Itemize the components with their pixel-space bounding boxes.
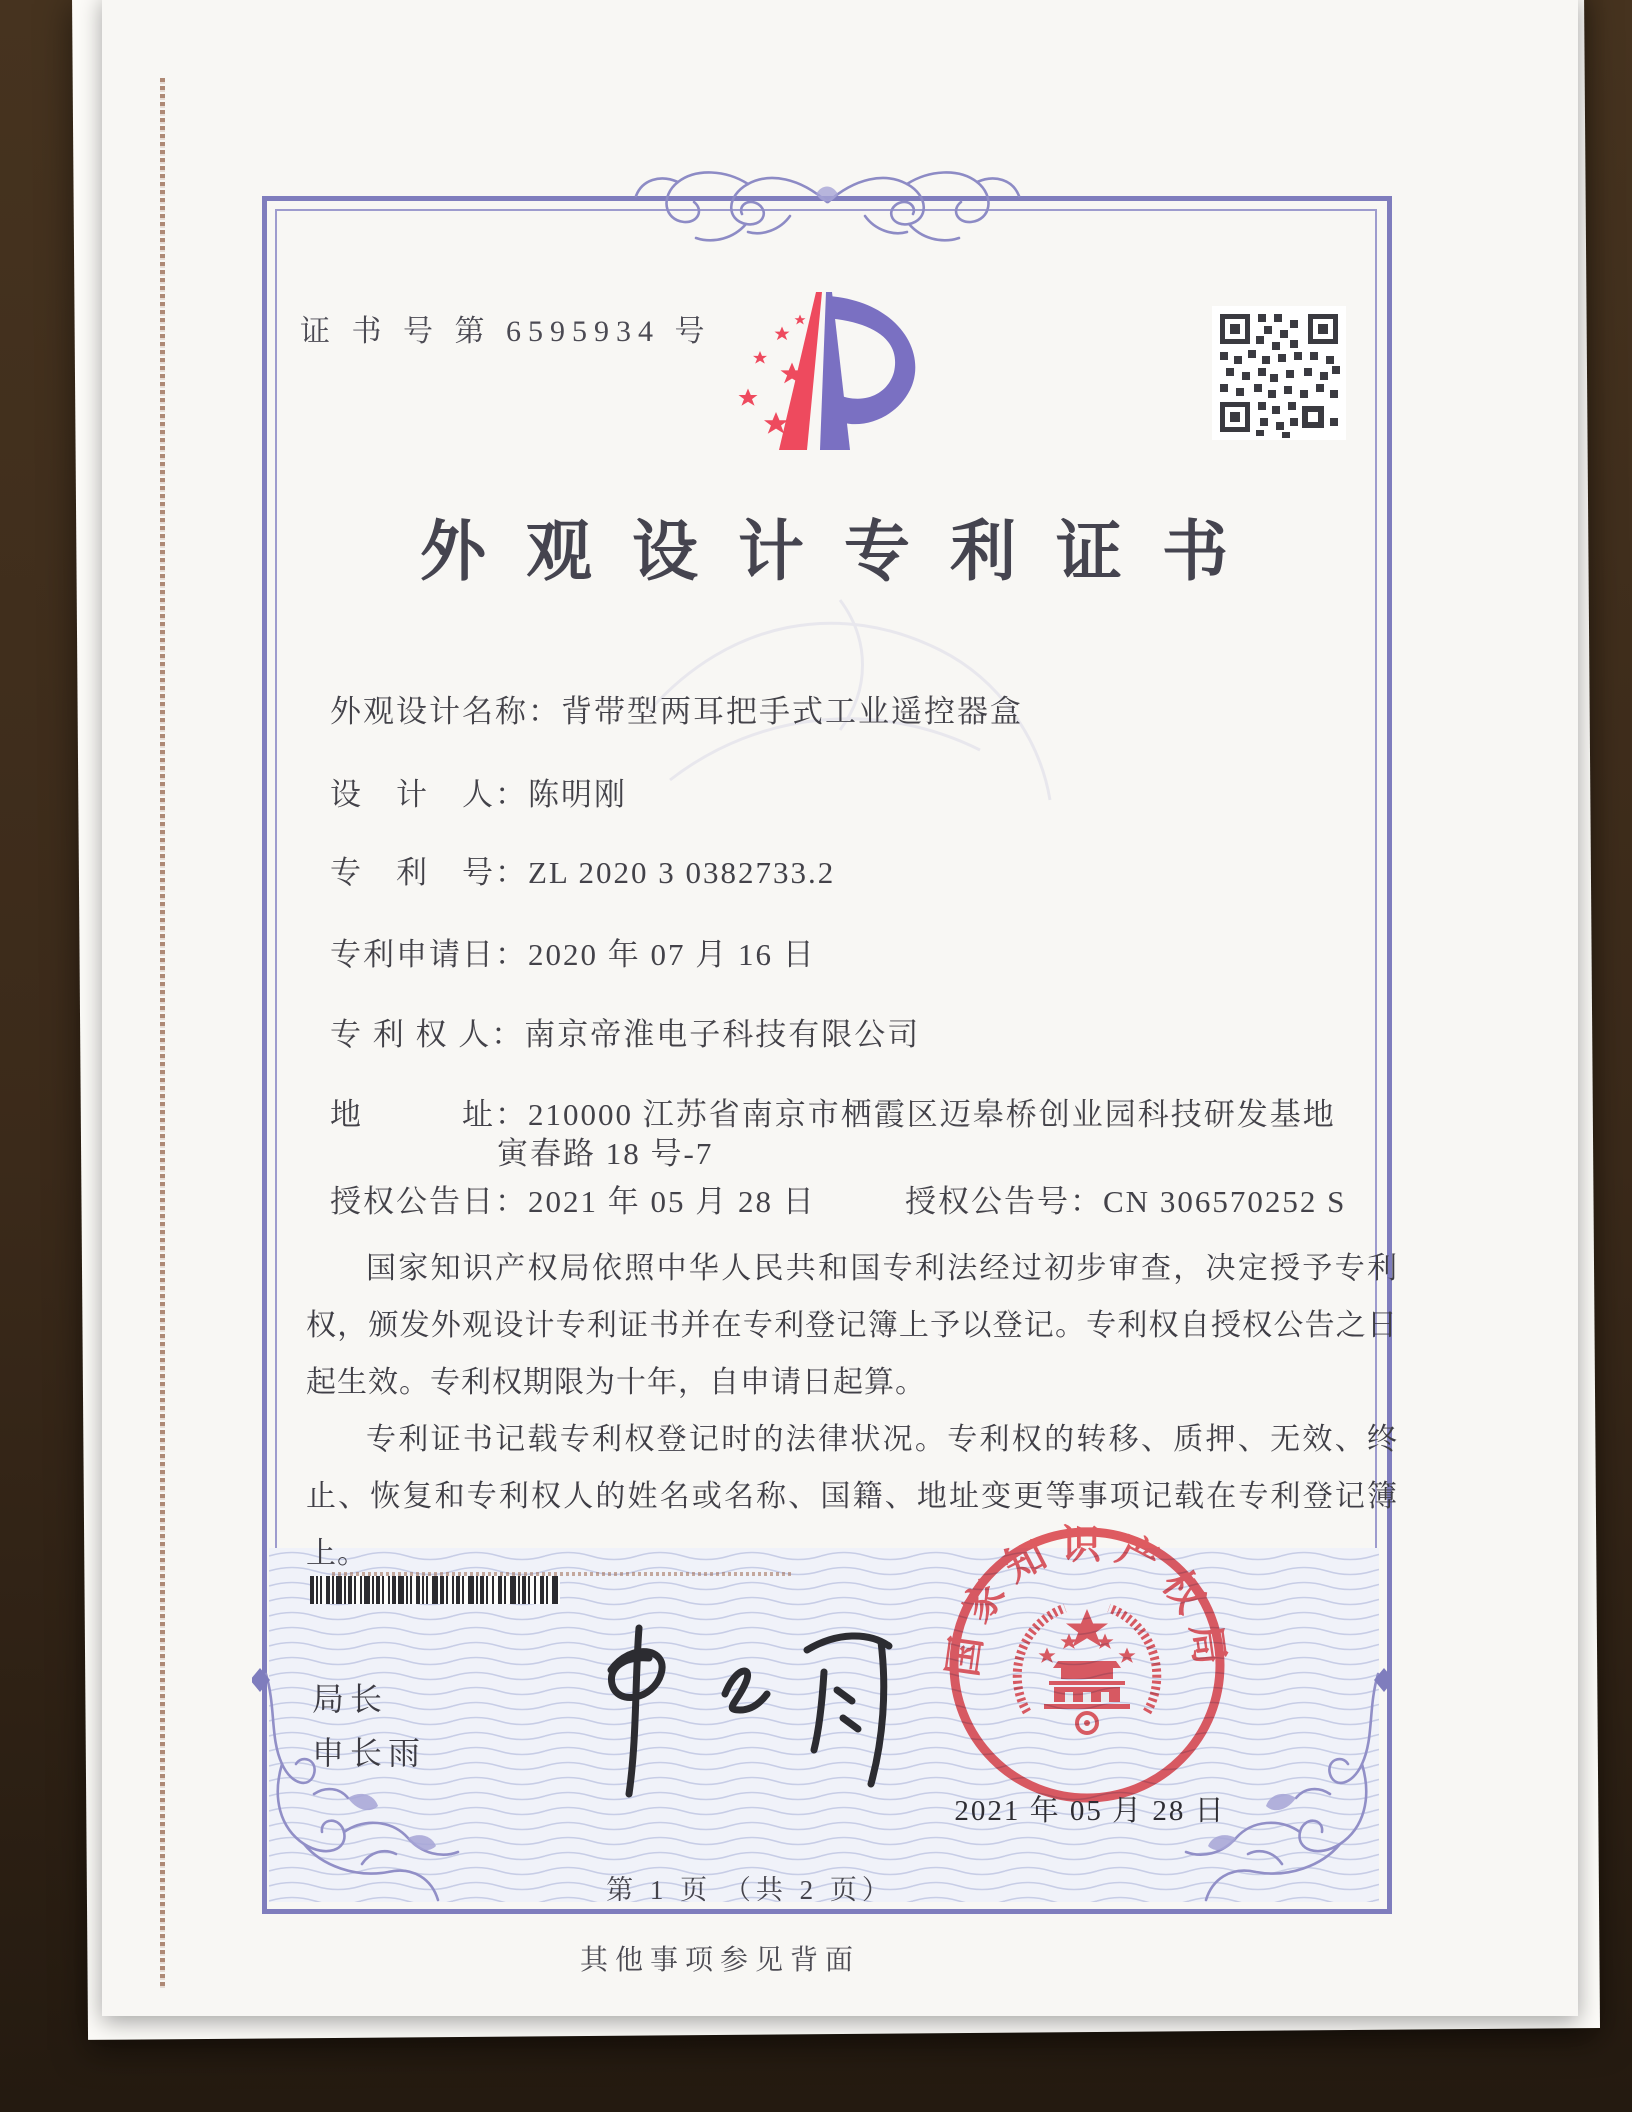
security-microtext-edge	[160, 78, 165, 1988]
field-design-name	[330, 686, 1023, 731]
back-side-note: 其他事项参见背面	[579, 1945, 860, 1976]
field-label: 授权公告日：	[330, 1184, 528, 1219]
field-label: 地 址：	[330, 1097, 528, 1132]
field-label: 授权公告号：	[905, 1184, 1103, 1219]
field-label: 专 利 权 人：	[330, 1017, 525, 1052]
field-grant-date	[330, 1176, 1347, 1221]
director-title: 局长	[312, 1681, 389, 1717]
certificate-number: 证 书 号 第 6595934 号	[300, 315, 712, 348]
field-value: ZL 2020 3 0382733.2	[528, 855, 836, 890]
cnipa-official-seal	[940, 1518, 1234, 1812]
field-value: 2020 年 07 月 16 日	[528, 937, 816, 972]
director-signature	[575, 1608, 925, 1813]
field-designer	[330, 769, 627, 814]
legal-paragraph-2: 专利证书记载专利权登记时的法律状况。专利权的转移、质押、无效、终止、恢复和专利权人的姓名或名称、国籍、地址变更等事项记载在专利登记簿上。	[306, 1423, 1398, 1570]
field-label: 专 利 号：	[330, 855, 528, 890]
field-value: 210000 江苏省南京市栖霞区迈皋桥创业园科技研发基地	[528, 1097, 1336, 1132]
field-label: 专利申请日：	[330, 937, 528, 972]
field-label: 外观设计名称：	[330, 694, 561, 729]
field-value: 2021 年 05 月 28 日	[528, 1184, 816, 1219]
field-label: 设 计 人：	[330, 777, 528, 812]
field-filing-date	[330, 929, 816, 974]
field-value: 陈明刚	[528, 777, 627, 812]
director-name: 申长雨	[312, 1735, 427, 1771]
field-value: 背带型两耳把手式工业遥控器盒	[561, 694, 1023, 729]
qr-code	[1212, 306, 1346, 440]
national-emblem	[1017, 1608, 1157, 1733]
barcode	[310, 1576, 560, 1604]
legal-paragraph-1: 国家知识产权局依照中华人民共和国专利法经过初步审查，决定授予专利权，颁发外观设计专利证书并在专利登记簿上予以登记。专利权自授权公告之日起生效。专利权期限为十年，自申请日起算。	[306, 1252, 1398, 1399]
page-indicator: 第 1 页 （共 2 页）	[606, 1875, 894, 1905]
field-value: 南京帝淮电子科技有限公司	[524, 1017, 921, 1052]
seal-date: 2021 年 05 月 28 日	[954, 1795, 1226, 1827]
cnipa-logo	[722, 282, 932, 462]
legal-text-block	[306, 1240, 1398, 1582]
field-grant-number	[905, 1176, 1346, 1221]
border-ornament-top-center	[630, 150, 1025, 250]
field-value: CN 306570252 S	[1103, 1184, 1347, 1219]
field-address	[330, 1089, 1336, 1134]
document-title: 外观设计专利证书	[420, 516, 1268, 589]
seal-ring-text: 国家知识产权局	[940, 1522, 1234, 1680]
field-patent-number	[330, 847, 835, 892]
svg-text:国家知识产权局	[940, 1522, 1234, 1679]
field-patentee	[330, 1009, 920, 1054]
field-address-line2: 寅春路 18 号-7	[497, 1136, 714, 1171]
